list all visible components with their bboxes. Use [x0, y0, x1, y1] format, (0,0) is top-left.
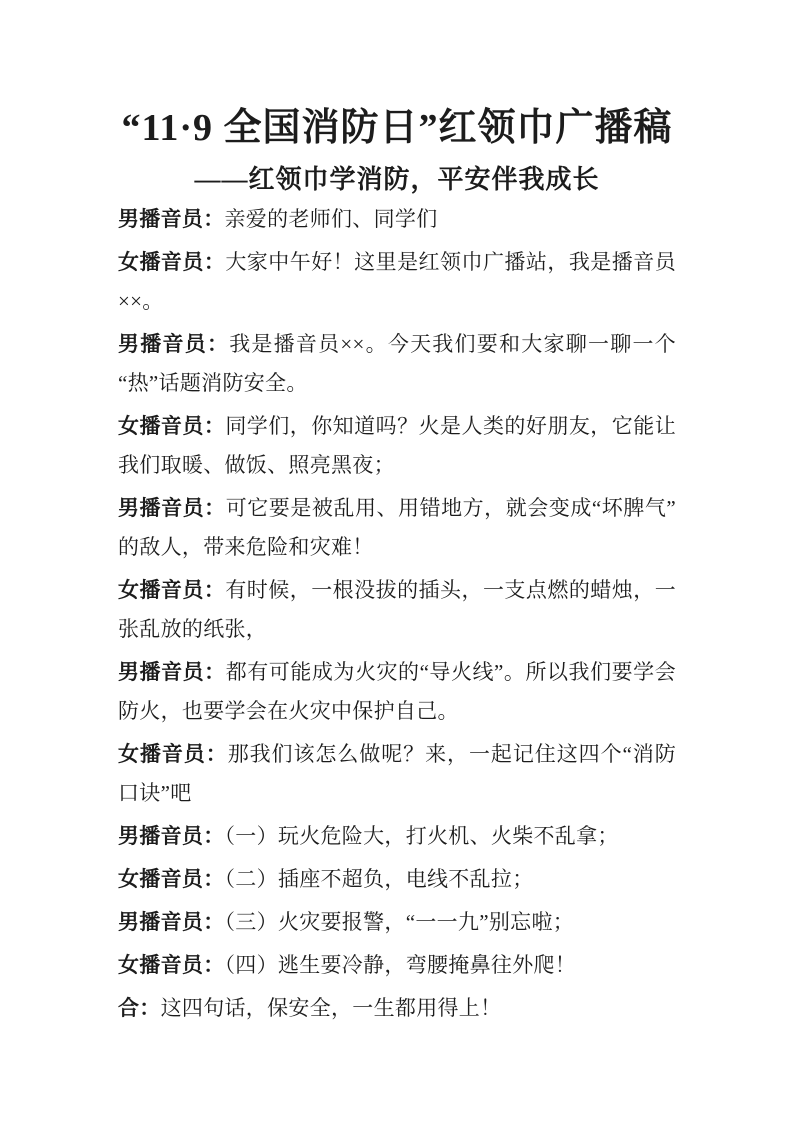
paragraph: [118, 571, 676, 649]
paragraph-text: 都有可能成为火灾的“导火线”。所以我们要学会防火，也要学会在火灾中保护自己。: [118, 660, 676, 723]
paragraph-text: （二）插座不超负，电线不乱拉；: [224, 867, 534, 891]
speaker-label: 男播音员：: [118, 496, 226, 520]
paragraph: [118, 903, 676, 942]
paragraph-text: 这四句话，保安全，一生都用得上！: [160, 996, 502, 1020]
paragraph-text: 同学们，你知道吗？火是人类的好朋友，它能让我们取暖、做饭、照亮黑夜；: [118, 414, 676, 477]
speaker-label: 男播音员：: [118, 332, 230, 356]
paragraph-text: 可它要是被乱用、用错地方，就会变成“坏脾气”的敌人，带来危险和灾难！: [118, 496, 676, 559]
speaker-label: 女播音员：: [118, 742, 228, 766]
speaker-label: 女播音员：: [118, 867, 225, 891]
speaker-label: 女播音员：: [118, 414, 226, 438]
paragraph-text: （四）逃生要冷静，弯腰掩鼻往外爬！: [224, 953, 577, 977]
paragraph-text: （一）玩火危险大，打火机、火柴不乱拿；: [224, 824, 619, 848]
document-subtitle: ——红领巾学消防，平安伴我成长: [194, 165, 600, 194]
speaker-label: 女播音员：: [118, 578, 226, 602]
paragraph-text: （三）火灾要报警，“一一九”别忘啦；: [224, 910, 575, 934]
paragraph: [118, 989, 676, 1028]
speaker-label: 男播音员：: [118, 824, 225, 848]
paragraph: [118, 489, 676, 567]
paragraph: [118, 735, 676, 813]
document-body: [118, 200, 676, 1028]
paragraph-text: 大家中午好！这里是红领巾广播站，我是播音员××。: [118, 250, 676, 313]
speaker-label: 男播音员：: [118, 207, 225, 231]
paragraph-text: 那我们该怎么做呢？来，一起记住这四个“消防口诀”吧: [118, 742, 677, 805]
speaker-label: 女播音员：: [118, 250, 226, 274]
paragraph: [118, 946, 676, 985]
speaker-label: 男播音员：: [118, 910, 225, 934]
speaker-label: 男播音员：: [118, 660, 226, 684]
paragraph-text: 有时候，一根没拔的插头，一支点燃的蜡烛，一张乱放的纸张，: [118, 578, 676, 641]
paragraph-text: 我是播音员××。今天我们要和大家聊一聊一个“热”话题消防安全。: [118, 332, 676, 395]
speaker-label: 女播音员：: [118, 953, 225, 977]
paragraph-text: 亲爱的老师们、同学们: [224, 207, 438, 231]
paragraph: [118, 325, 676, 403]
paragraph: [118, 860, 676, 899]
document-title: “11·9 全国消防日”红领巾广播稿: [121, 107, 673, 149]
paragraph: [118, 243, 676, 321]
paragraph: [118, 653, 676, 731]
paragraph: [118, 407, 676, 485]
speaker-label: 合：: [118, 996, 161, 1020]
paragraph: [118, 817, 676, 856]
paragraph: [118, 200, 676, 239]
